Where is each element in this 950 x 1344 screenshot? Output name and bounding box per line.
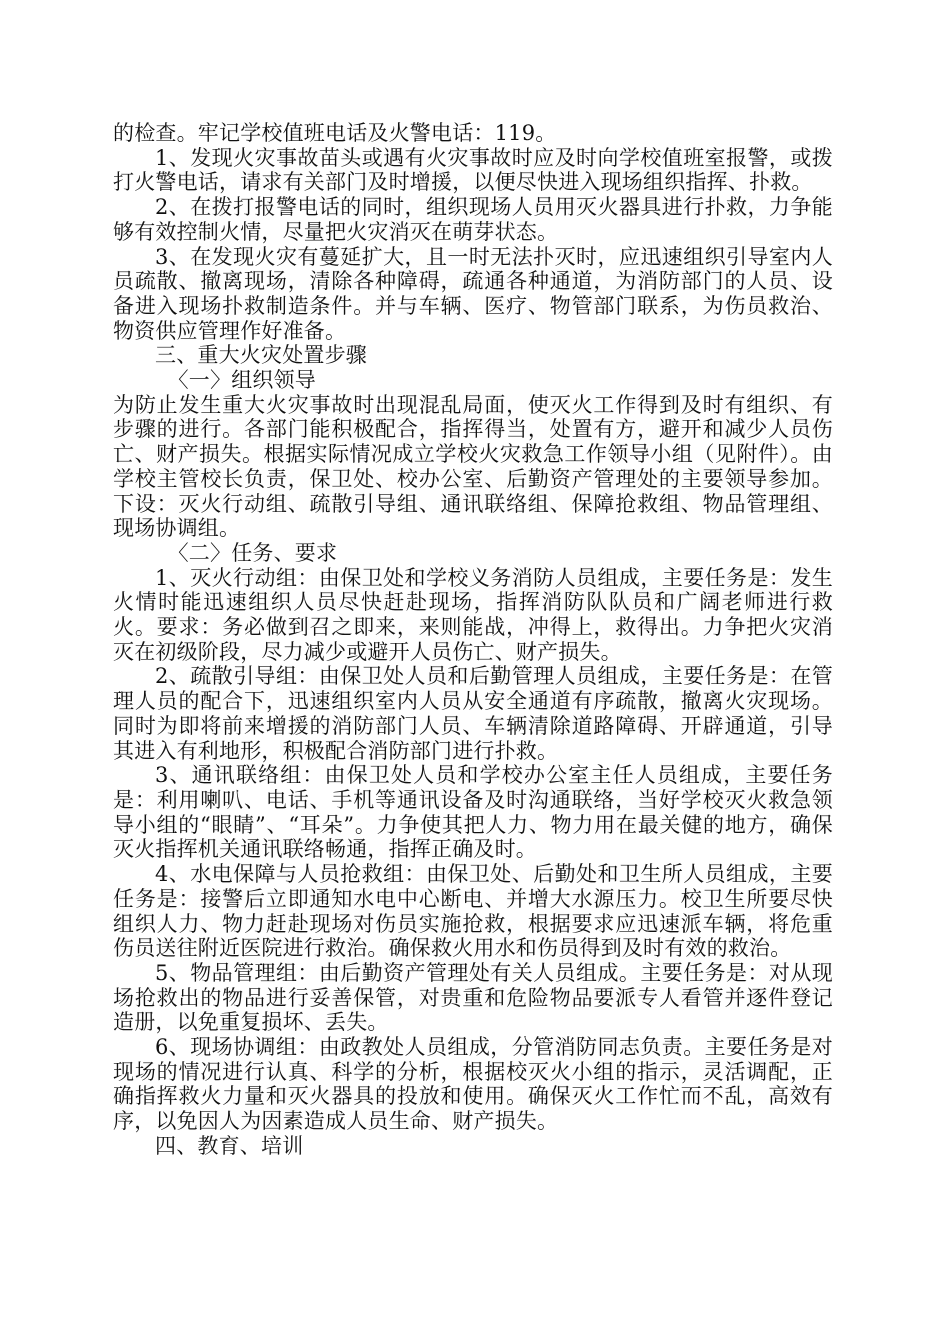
section-heading-4: 四、教育、培训 xyxy=(155,1133,304,1158)
paragraph-task-5: 5、物品管理组：由后勤资产管理处有关人员组成。主要任务是：对从现场抢救出的物品进行妥善保管，对贵重和危险物品要派专人看管并逐件登记造册，以免重复损坏、丢失。 xyxy=(113,960,833,1035)
paragraph-item-2: 2、在拨打报警电话的同时，组织现场人员用灭火器具进行扑救，力争能够有效控制火情，尽量把火灾消灭在萌芽状态。 xyxy=(113,195,833,244)
paragraph-item-3: 3、在发现火灾有蔓延扩大，且一时无法扑灭时，应迅速组织引导室内人员疏散、撤离现场，清除各种障碍，疏通各种通道，为消防部门的人员、设备进入现场扑救制造条件。并与车辆、医疗、物管部门联系，为伤员救治、物资供应管理作好准备。 xyxy=(113,244,833,343)
section-heading-3: 三、重大火灾处置步骤 xyxy=(155,343,367,368)
paragraph-organization: 为防止发生重大火灾事故时出现混乱局面，使灭火工作得到及时有组织、有步骤的进行。各部门能积极配合，指挥得当，处置有方，避开和减少人员伤亡、财产损失。根据实际情况成立学校火灾救急工作领导小组（见附件）。由学校主管校长负责，保卫处、校办公室、后勤资产管理处的主要领导参加。下设：灭火行动组、疏散引导组、通讯联络组、保障抢救组、物品管理组、现场协调组。 xyxy=(113,392,833,541)
paragraph-task-1: 1、灭火行动组：由保卫处和学校义务消防人员组成，主要任务是：发生火情时能迅速组织人员尽快赶赴现场，指挥消防队队员和广阔老师进行救火。要求：务必做到召之即来，来则能战，冲得上，救得出。力争把火灾消灭在初级阶段，尽力减少或避开人员伤亡、财产损失。 xyxy=(113,565,833,664)
paragraph-task-4: 4、水电保障与人员抢救组：由保卫处、后勤处和卫生所人员组成，主要任务是：接警后立即通知水电中心断电、并增大水源压力。校卫生所要尽快组织人力、物力赶赴现场对伤员实施抢救，根据要求应迅速派车辆，将危重伤员送往附近医院进行救治。确保救火用水和伤员得到及时有效的救治。 xyxy=(113,862,833,961)
subsection-heading-organization: 〈一〉组织领导 xyxy=(167,368,316,393)
document-page xyxy=(113,121,833,1159)
paragraph-item-1: 1、发现火灾事故苗头或遇有火灾事故时应及时向学校值班室报警，或拨打火警电话，请求有关部门及时增援，以便尽快进入现场组织指挥、扑救。 xyxy=(113,145,833,195)
subsection-heading-tasks: 〈二〉任务、要求 xyxy=(167,540,338,565)
paragraph-intro: 的检查。牢记学校值班电话及火警电话：119。 xyxy=(113,121,557,145)
paragraph-task-6: 6、现场协调组：由政教处人员组成，分管消防同志负责。主要任务是对现场的情况进行认真、科学的分析，根据校灭火小组的指示，灵活调配，正确指挥救火力量和灭火器具的投放和使用。确保灭火工作忙而不乱，高效有序，以免因人为因素造成人员生命、财产损失。 xyxy=(113,1035,833,1134)
paragraph-task-3: 3、通讯联络组：由保卫处人员和学校办公室主任人员组成，主要任务是：利用喇叭、电话、手机等通讯设备及时沟通联络，当好学校灭火救急领导小组的“眼睛”、“耳朵”。力争使其把人力、物力用在最关健的地方，确保灭火指挥机关通讯联络畅通，指挥正确及时。 xyxy=(113,763,833,862)
paragraph-task-2: 2、疏散引导组：由保卫处人员和后勤管理人员组成，主要任务是：在管理人员的配合下，迅速组织室内人员从安全通道有序疏散，撤离火灾现场。同时为即将前来增援的消防部门人员、车辆清除道路障碍、开辟通道，引导其进入有利地形，积极配合消防部门进行扑救。 xyxy=(113,664,833,763)
